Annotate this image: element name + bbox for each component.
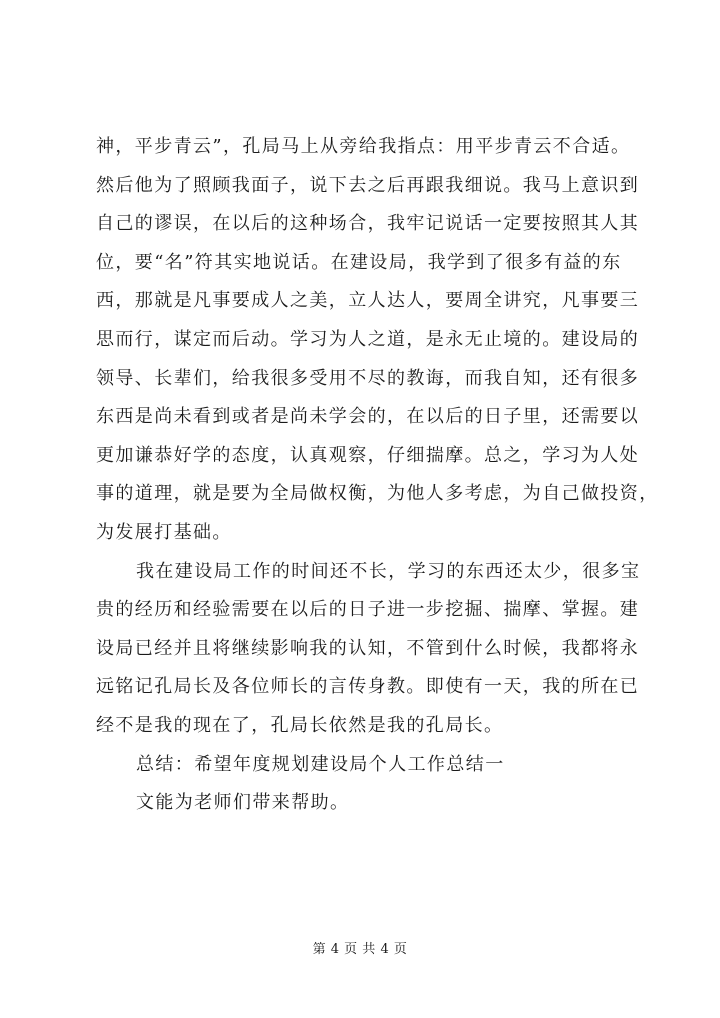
paragraph-1	[96, 128, 659, 553]
text-line: 文能为老师们带来帮助。	[136, 792, 350, 814]
text-line: 事的道理，就是要为全局做权衡，为他人多考虑，为自己做投资，	[96, 483, 659, 505]
text-line: 总结：希望年度规划建设局个人工作总结一	[136, 753, 505, 775]
text-line: 我在建设局工作的时间还不长，学习的东西还太少，很多宝	[136, 560, 641, 582]
text-line: 为发展打基础。	[96, 521, 232, 543]
text-line: 思而行，谋定而后动。学习为人之道，是永无止境的。建设局的	[96, 328, 640, 350]
text-line: 远铭记孔局长及各位师长的言传身教。即使有一天，我的所在已	[96, 676, 640, 698]
summary-paragraph	[96, 746, 636, 823]
text-line: 然后他为了照顾我面子，说下去之后再跟我细说。我马上意识到	[96, 174, 640, 196]
text-line: 东西是尚未看到或者是尚未学会的，在以后的日子里，还需要以	[96, 406, 640, 428]
text-line: 领导、长辈们，给我很多受用不尽的教诲，而我自知，还有很多	[96, 367, 640, 389]
text-line: 位，要“名”符其实地说话。在建设局，我学到了很多有益的东	[96, 251, 622, 273]
text-line: 自己的谬误，在以后的这种场合，我牢记说话一定要按照其人其	[96, 213, 640, 235]
text-line: 设局已经并且将继续影响我的认知，不管到什么时候，我都将永	[96, 637, 640, 659]
text-line: 西，那就是凡事要成人之美，立人达人，要周全讲究，凡事要三	[96, 290, 640, 312]
document-body	[96, 128, 659, 823]
text-line: 贵的经历和经验需要在以后的日子进一步挖掘、揣摩、掌握。建	[96, 599, 640, 621]
text-line: 经不是我的现在了，孔局长依然是我的孔局长。	[96, 714, 504, 736]
text-line: 神，平步青云”，孔局马上从旁给我指点：用平步青云不合适。	[96, 136, 631, 157]
text-line: 更加谦恭好学的态度，认真观察，仔细揣摩。总之，学习为人处	[96, 444, 640, 466]
paragraph-2	[96, 553, 641, 746]
page-number-footer: 第 4 页 共 4 页	[312, 942, 408, 957]
